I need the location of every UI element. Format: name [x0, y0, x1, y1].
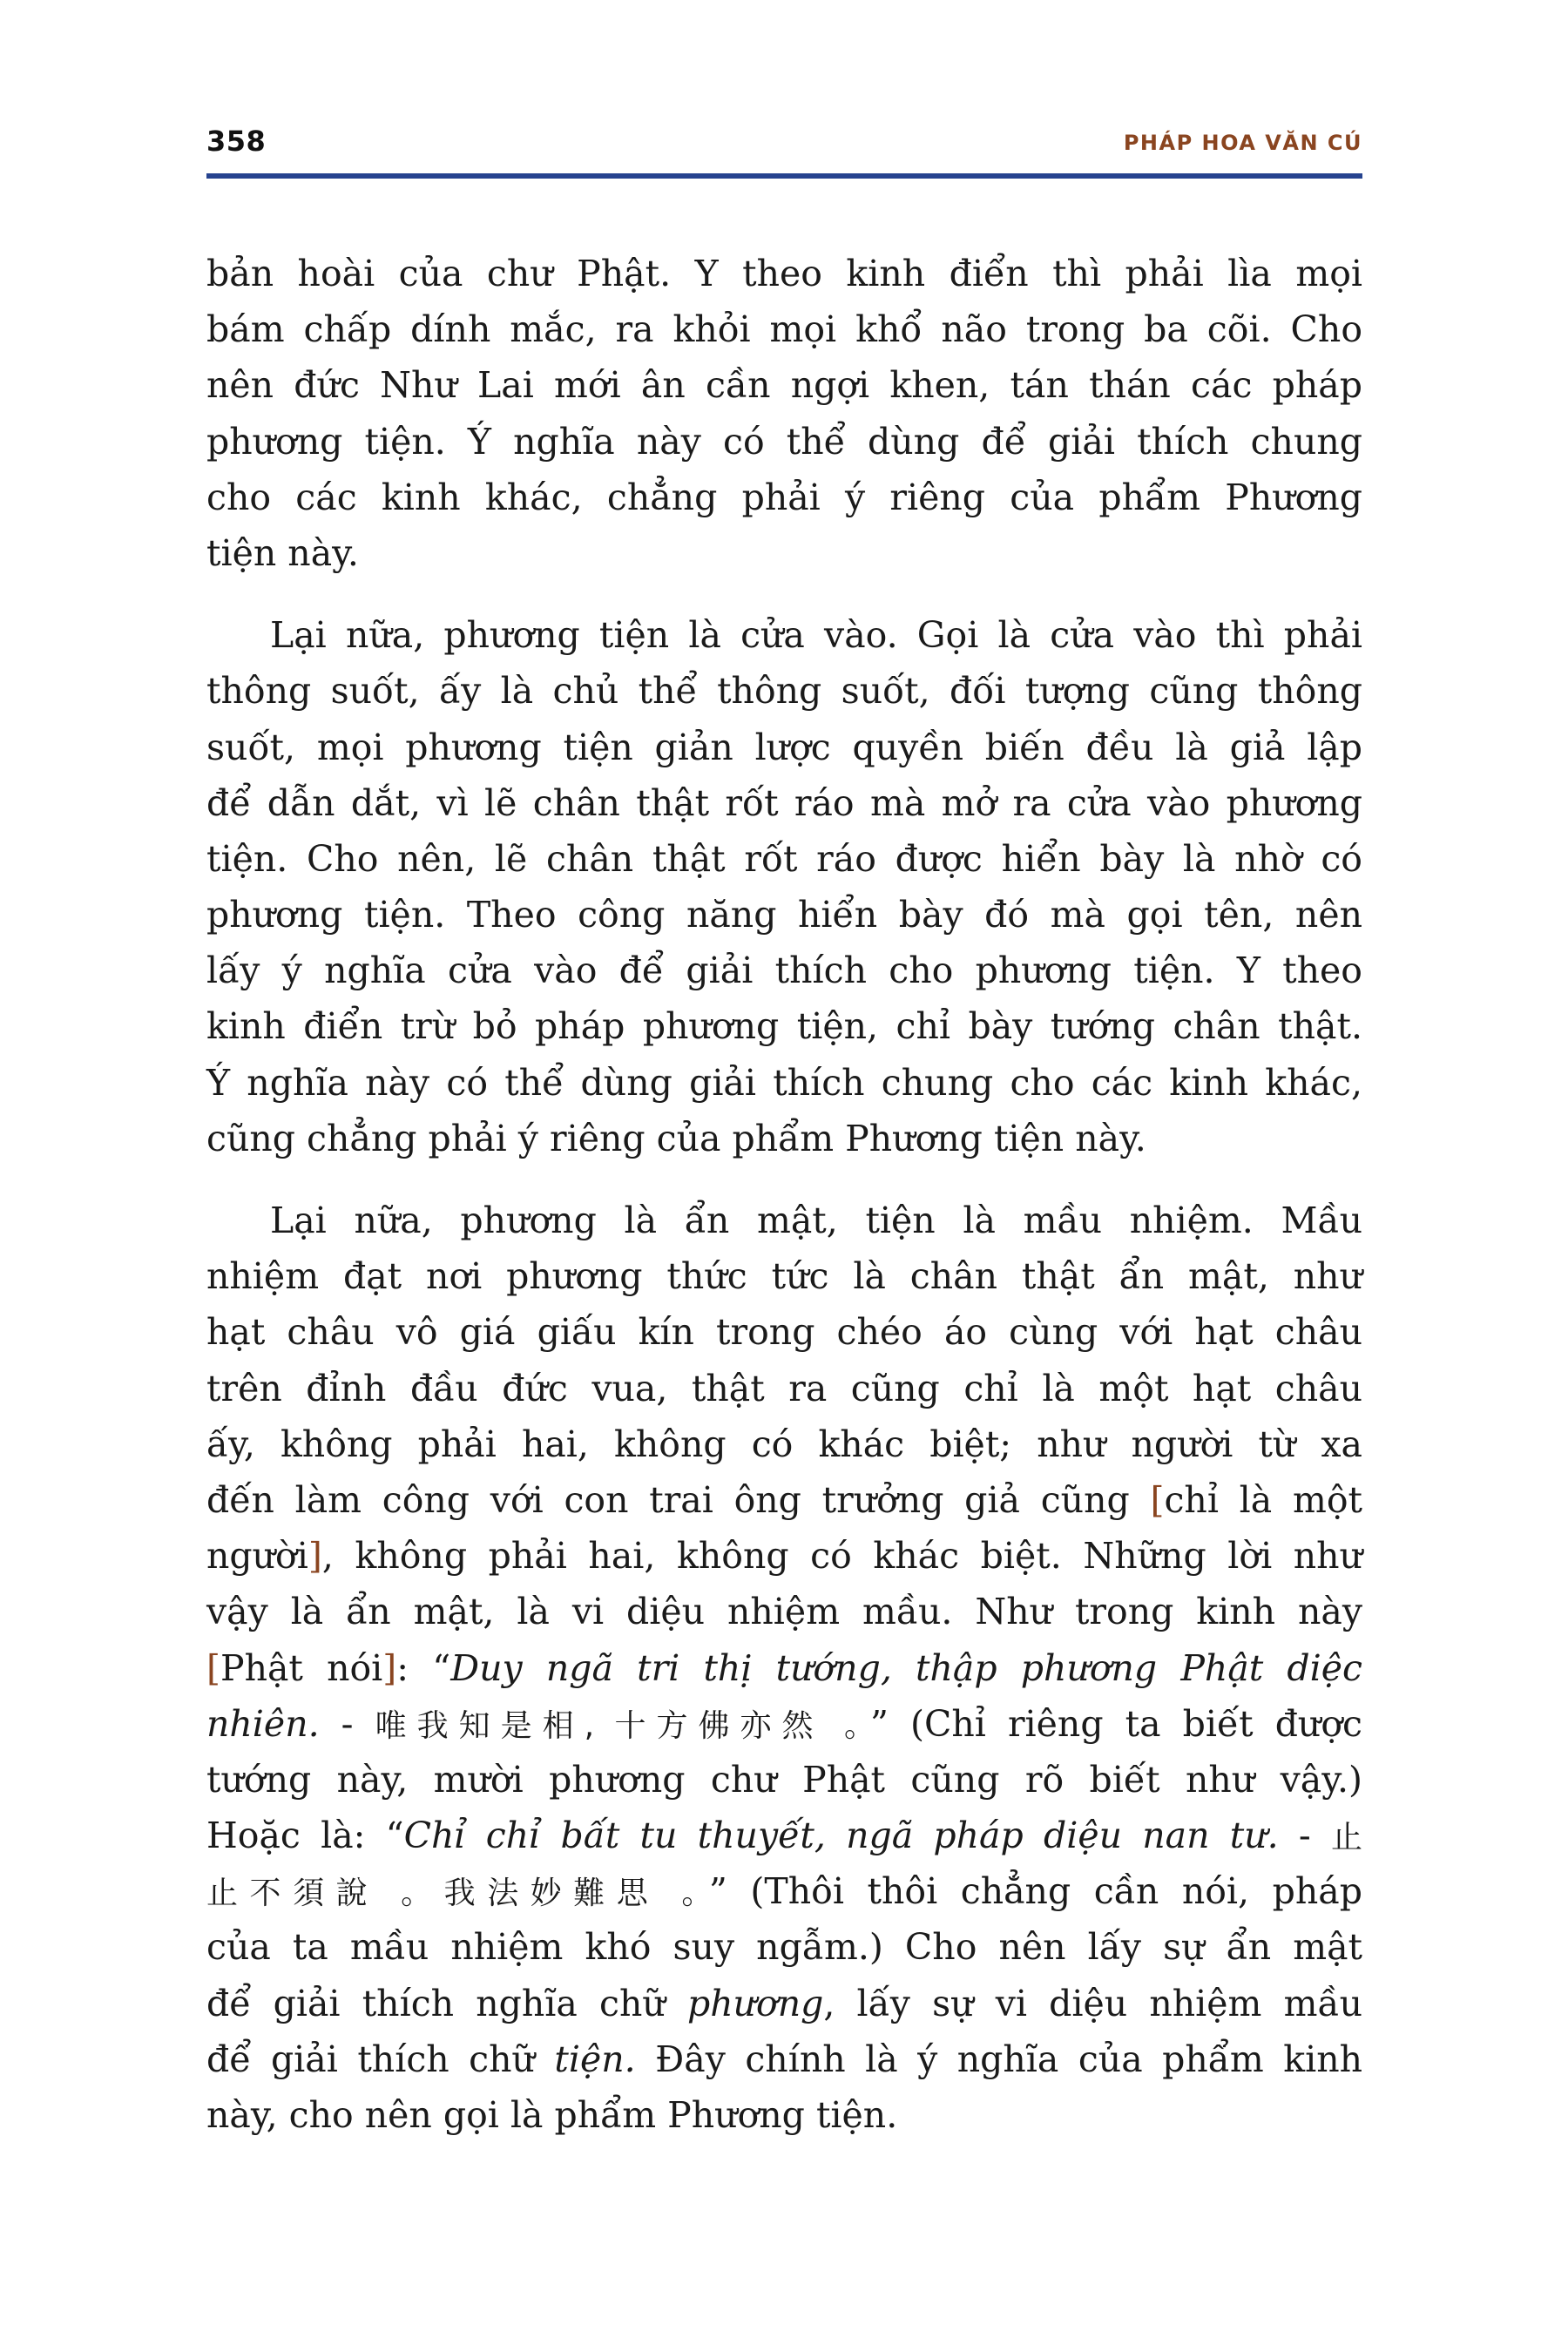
text-run: phương tiện. Ý nghĩa này có thể dùng để giải thích chung — [206, 420, 1362, 463]
text-line — [206, 1055, 1362, 1111]
text-line-content — [206, 2087, 1362, 2143]
text-line-content — [206, 887, 1362, 943]
text-run: Ý nghĩa này có thể dùng giải thích chung cho các kinh khác, — [206, 1061, 1362, 1104]
text-line-content — [206, 1055, 1362, 1111]
text-line-content — [206, 1584, 1362, 1639]
text-line-content — [206, 998, 1362, 1054]
text-line-content — [206, 1919, 1362, 1975]
text-run: lấy ý nghĩa cửa vào để giải thích cho phương tiện. Y theo — [206, 950, 1362, 992]
text-run: thông suốt, ấy là chủ thể thông suốt, đối tượng cũng thông — [206, 670, 1362, 713]
text-line-content — [270, 1193, 1362, 1248]
text-line-content — [206, 1248, 1362, 1304]
text-line-content — [206, 831, 1362, 887]
running-header — [206, 124, 1362, 159]
text-run: hạt châu vô giá giấu kín trong chéo áo cùng với hạt châu — [206, 1311, 1362, 1354]
text-run: người — [206, 1535, 308, 1578]
text-line — [206, 1584, 1362, 1639]
text-line-content — [206, 525, 1362, 581]
text-line-content — [206, 775, 1362, 831]
editorial-bracket: ] — [382, 1646, 397, 1689]
italic-quote: Chỉ chỉ bất tu thuyết, ngã pháp diệu nan tư. — [403, 1815, 1279, 1857]
text-run: của ta mầu nhiệm khó suy ngẫm.) Cho nên lấy sự ẩn mật — [206, 1926, 1362, 1969]
text-line — [206, 2031, 1362, 2087]
italic-quote: tiện. — [554, 2038, 636, 2080]
text-line-content — [206, 414, 1362, 470]
text-line-content — [206, 470, 1362, 525]
text-line-content — [206, 1304, 1362, 1360]
text-line-content — [206, 1752, 1362, 1808]
text-line — [206, 1111, 1362, 1166]
text-line — [206, 1863, 1362, 1919]
text-run: suốt, mọi phương tiện giản lược quyền biến đều là giả lập — [206, 726, 1362, 768]
body-text — [206, 246, 1362, 2169]
editorial-bracket: [ — [206, 1646, 220, 1689]
text-line — [206, 1193, 1362, 1248]
text-line-content — [206, 1528, 1362, 1584]
text-run: ấy, không phải hai, không có khác biệt; như người từ xa — [206, 1423, 1362, 1465]
text-line — [206, 1472, 1362, 1528]
text-line — [206, 775, 1362, 831]
text-line — [206, 1248, 1362, 1304]
text-run: này, cho nên gọi là phẩm Phương tiện. — [206, 2094, 898, 2136]
text-run: kinh điển trừ bỏ pháp phương tiện, chỉ bày tướng chân thật. — [206, 1005, 1362, 1048]
chinese-text: 止 — [1330, 1820, 1362, 1856]
text-line — [206, 1361, 1362, 1416]
paragraph — [206, 246, 1362, 581]
chinese-text: 止不須說 。我法妙難思 。 — [206, 1876, 709, 1912]
text-run: tướng này, mười phương chư Phật cũng rõ biết như vậy.) — [206, 1758, 1362, 1801]
text-run: ” (Thôi thôi chẳng cần nói, pháp — [708, 1870, 1362, 1913]
text-line-content — [206, 1696, 1362, 1754]
text-run: Phật nói — [220, 1646, 383, 1689]
text-run: phương tiện. Theo công năng hiển bày đó mà gọi tên, nên — [206, 894, 1362, 936]
text-run: - — [319, 1702, 375, 1745]
running-title: PHÁP HOA VĂN CÚ — [1123, 131, 1362, 155]
italic-quote: nhiên. — [206, 1702, 320, 1745]
text-run: bản hoài của chư Phật. Y theo kinh điển thì phải lìa mọi — [206, 253, 1362, 294]
text-run: đến làm công với con trai ông trưởng giả cũng — [206, 1478, 1151, 1521]
text-run: Đây chính là ý nghĩa của phẩm kinh — [635, 2038, 1363, 2080]
text-line — [206, 1416, 1362, 1472]
text-line — [206, 525, 1362, 581]
text-run: vậy là ẩn mật, là vi diệu nhiệm mầu. Như trong kinh này — [206, 1591, 1362, 1633]
text-line — [206, 1640, 1362, 1696]
header-rule — [206, 173, 1362, 179]
text-line-content — [206, 943, 1362, 998]
text-run: , không phải hai, không có khác biệt. Những lời như — [321, 1535, 1362, 1578]
text-run: cũng chẳng phải ý riêng của phẩm Phương tiện này. — [206, 1117, 1146, 1159]
text-run: chỉ là một — [1164, 1478, 1362, 1521]
text-line-content — [206, 1640, 1362, 1696]
text-line — [206, 1304, 1362, 1360]
text-line-content — [206, 1472, 1362, 1528]
text-run: Lại nữa, phương là ẩn mật, tiện là mầu nhiệm. Mầu — [270, 1200, 1362, 1241]
text-run: nên đức Như Lai mới ân cần ngợi khen, tán thán các pháp — [206, 364, 1362, 407]
text-run: bám chấp dính mắc, ra khỏi mọi khổ não trong ba cõi. Cho — [206, 308, 1362, 351]
text-line — [206, 1919, 1362, 1975]
text-line — [206, 414, 1362, 470]
text-line — [206, 1696, 1362, 1752]
text-line — [206, 357, 1362, 413]
text-run: tiện. Cho nên, lẽ chân thật rốt ráo được hiển bày là nhờ có — [206, 837, 1362, 880]
text-run: để giải thích chữ — [206, 2038, 555, 2080]
text-run: Hoặc là: “ — [206, 1815, 404, 1857]
paragraph — [206, 607, 1362, 1166]
text-run: Lại nữa, phương tiện là cửa vào. Gọi là cửa vào thì phải — [270, 614, 1362, 657]
text-line — [206, 831, 1362, 887]
text-run: , lấy sự vi diệu nhiệm mầu — [823, 1982, 1362, 2024]
text-line — [206, 1528, 1362, 1584]
text-line — [206, 2087, 1362, 2143]
text-line — [206, 607, 1362, 663]
text-line-content — [206, 663, 1362, 719]
text-line-content — [206, 1416, 1362, 1472]
text-line-content — [206, 301, 1362, 357]
text-run: - — [1278, 1815, 1331, 1857]
text-run: tiện này. — [206, 531, 359, 574]
text-line — [206, 663, 1362, 719]
italic-quote: Duy ngã tri thị tướng, thập phương Phật diệc — [450, 1646, 1362, 1689]
text-line-content — [206, 1808, 1362, 1866]
text-line-content — [206, 1361, 1362, 1416]
text-run: để dẫn dắt, vì lẽ chân thật rốt ráo mà mở ra cửa vào phương — [206, 781, 1362, 824]
text-line — [206, 1808, 1362, 1863]
text-line — [206, 887, 1362, 943]
text-run: : “ — [396, 1646, 451, 1689]
text-run: nhiệm đạt nơi phương thức tức là chân thật ẩn mật, như — [206, 1255, 1362, 1298]
text-run: để giải thích nghĩa chữ — [206, 1982, 687, 2024]
editorial-bracket: ] — [308, 1535, 322, 1578]
text-line-content — [206, 1863, 1362, 1922]
text-run: ” (Chỉ riêng ta biết được — [870, 1702, 1362, 1745]
chinese-text: 唯我知是相, 十方佛亦然 。 — [375, 1707, 871, 1744]
editorial-bracket: [ — [1150, 1478, 1165, 1521]
text-line — [206, 246, 1362, 301]
text-line — [206, 1752, 1362, 1808]
text-line — [206, 720, 1362, 775]
text-line-content — [206, 357, 1362, 413]
text-run: trên đỉnh đầu đức vua, thật ra cũng chỉ là một hạt châu — [206, 1367, 1362, 1409]
text-line-content — [206, 720, 1362, 775]
text-line-content — [206, 1976, 1362, 2031]
text-line-content — [206, 2031, 1362, 2087]
text-line-content — [206, 246, 1362, 301]
paragraph — [206, 1193, 1362, 2143]
italic-quote: phương — [686, 1982, 824, 2024]
text-line — [206, 1976, 1362, 2031]
text-run: cho các kinh khác, chẳng phải ý riêng của phẩm Phương — [206, 476, 1362, 518]
text-line-content — [206, 1111, 1362, 1166]
text-line — [206, 998, 1362, 1054]
text-line — [206, 301, 1362, 357]
text-line-content — [270, 607, 1362, 663]
text-line — [206, 943, 1362, 998]
page-number: 358 — [206, 125, 267, 158]
text-line — [206, 470, 1362, 525]
